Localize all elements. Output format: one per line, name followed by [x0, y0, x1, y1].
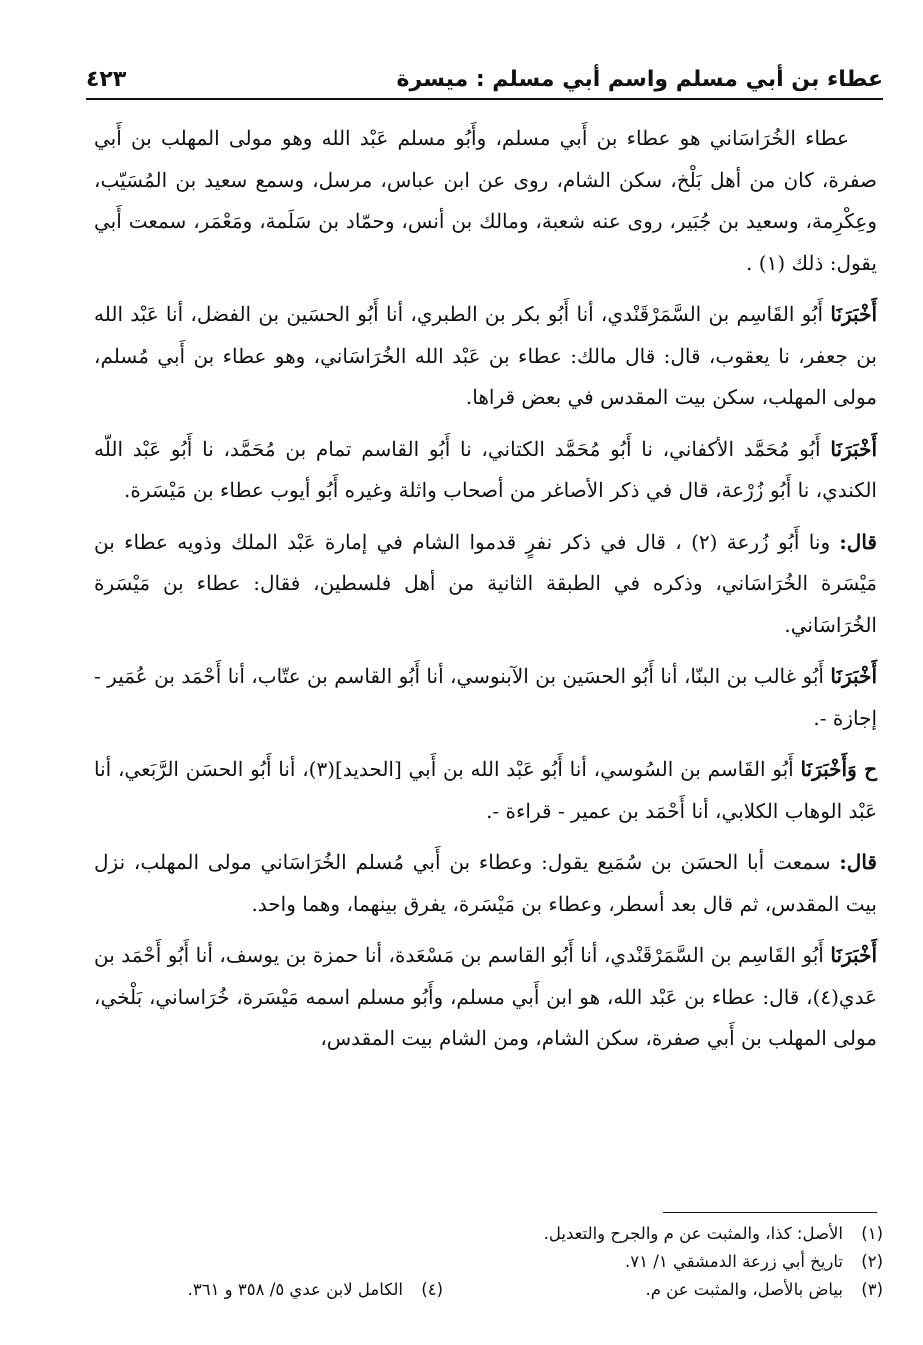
paragraph	[94, 522, 877, 647]
lead-word: أَخْبَرَنَا	[830, 302, 877, 326]
footnotes	[94, 1220, 883, 1304]
footnote-text: الأصل: كذا، والمثبت عن م والجرح والتعديل.	[543, 1224, 843, 1243]
footnote-number: (٣)	[861, 1280, 883, 1299]
running-header	[86, 48, 883, 100]
lead-word: أَخْبَرَنَا	[830, 664, 877, 688]
lead-word: أَخْبَرَنَا	[830, 436, 877, 461]
paragraph	[94, 842, 877, 925]
footnote-text: بياض بالأصل، والمثبت عن م.	[645, 1280, 843, 1299]
paragraph-text: سمعت أبا الحسَن بن سُمَيع يقول: وعطاء بن أَبي مُسلم الخُرَاسَاني مولى المهلب، نزل بيت المقدس، ثم قال بعد أسطر، وعطاء بن مَيْسَرة، يفرق بينهما، وهما واحد.	[94, 850, 877, 916]
footnote	[94, 1220, 883, 1248]
footnote-number: (٤)	[421, 1280, 443, 1299]
paragraph-text: أَبُو القَاسِم بن السَّمَرْقَنْدي، أنا أَبُو بكر بن الطبري، أنا أَبُو الحسَين بن الفضل، أنا عَبْد الله بن جعفر، نا يعقوب، قال: قال مالك: عطاء بن عَبْد الله الخُرَاسَاني، وهو عطاء بن أَبي مُسلم، مولى المهلب، سكن بيت المقدس في بعض قراها.	[94, 302, 877, 409]
paragraph	[94, 294, 877, 419]
footnote-text: الكامل لابن عدي ٥/ ٣٥٨ و ٣٦١.	[187, 1280, 403, 1299]
paragraph-text: أَبُو غالب بن البنّا، أنا أَبُو الحسَين بن الآبنوسي، أنا أَبُو القاسم بن عتّاب، أنا أَحْمَد بن عُمَير - إجازة -.	[94, 664, 877, 730]
paragraph	[94, 429, 877, 512]
paragraph-text: أَبُو القَاسِم بن السَّمَرْقَنْدي، أنا أَبُو القاسم بن مَسْعَدة، أنا حمزة بن يوسف، أنا أَبُو أَحْمَد بن عَدي(٤)، قال: عطاء بن عَبْد الله، هو ابن أَبي مسلم، وأَبُو مسلم اسمه مَيْسَرة، خُرَاساني، بَلْخي، مولى المهلب بن أَبي صفرة، سكن الشام، ومن الشام بيت المقدس،	[94, 943, 877, 1050]
footnote-number: (٢)	[861, 1252, 883, 1271]
lead-word: قال:	[839, 529, 877, 554]
paragraph	[94, 935, 877, 1060]
footnote-divider	[663, 1212, 877, 1213]
paragraph-text: ونا أَبُو زُرعة (٢) ، قال في ذكر نفرٍ قدموا الشام في إمارة عَبْد الملك وذويه عطاء بن مَيْسَرة الخُرَاسَاني، وذكره في الطبقة الثانية من أهل فلسطين، فقال: عطاء بن مَيْسَرة الخُرَاسَاني.	[94, 529, 877, 637]
footnote	[443, 1276, 883, 1304]
main-text	[94, 118, 877, 1070]
running-title: عطاء بن أبي مسلم واسم أبي مسلم : ميسرة	[396, 67, 883, 92]
lead-word: قال:	[839, 850, 877, 874]
page-number: ٤٢٣	[86, 67, 127, 92]
paragraph	[94, 118, 877, 284]
paragraph-text: أَبُو مُحَمَّد الأكفاني، نا أَبُو مُحَمَّد الكتاني، نا أَبُو القاسم تمام بن مُحَمَّد، نا أَبُو عَبْد اللّه الكندي، نا أَبُو زُرْعة، قال في ذكر الأصاغر من أصحاب واثلة وغيره أَبُو أيوب عطاء بن مَيْسَرة.	[94, 436, 877, 502]
paragraph	[94, 749, 877, 832]
footnote	[188, 1276, 443, 1304]
paragraph-text: أَبُو القَاسم بن السُوسي، أنا أَبُو عَبْد الله بن أَبي [الحديد](٣)، أنا أَبُو الحسَن الرَّبَعي، أنا عَبْد الوهاب الكلابي، أنا أَحْمَد بن عمير - قراءة -.	[94, 757, 877, 823]
paragraph	[94, 656, 877, 739]
lead-word: ح وَأَخْبَرَنَا	[800, 757, 878, 781]
footnote	[94, 1248, 883, 1276]
footnote-number: (١)	[861, 1224, 883, 1243]
paragraph-text: عطاء الخُرَاسَاني هو عطاء بن أَبي مسلم، وأَبُو مسلم عَبْد الله وهو مولى المهلب بن أَبي صفرة، كان من أهل بَلْخ، سكن الشام، روى عن ابن عباس، مرسل، وسمع سعيد بن المُسَيّب، وعِكْرِمة، وسعيد بن جُبَير، روى عنه شعبة، ومالك بن أنس، وحمّاد بن سَلَمة، ومَعْمَر، سمعت أَبي يقول: ذلك (١) .	[94, 126, 877, 275]
lead-word: أَخْبَرَنَا	[830, 943, 877, 967]
footnote-text: تاريخ أبي زرعة الدمشقي ١/ ٧١.	[625, 1252, 843, 1271]
footnote-row	[94, 1276, 883, 1304]
